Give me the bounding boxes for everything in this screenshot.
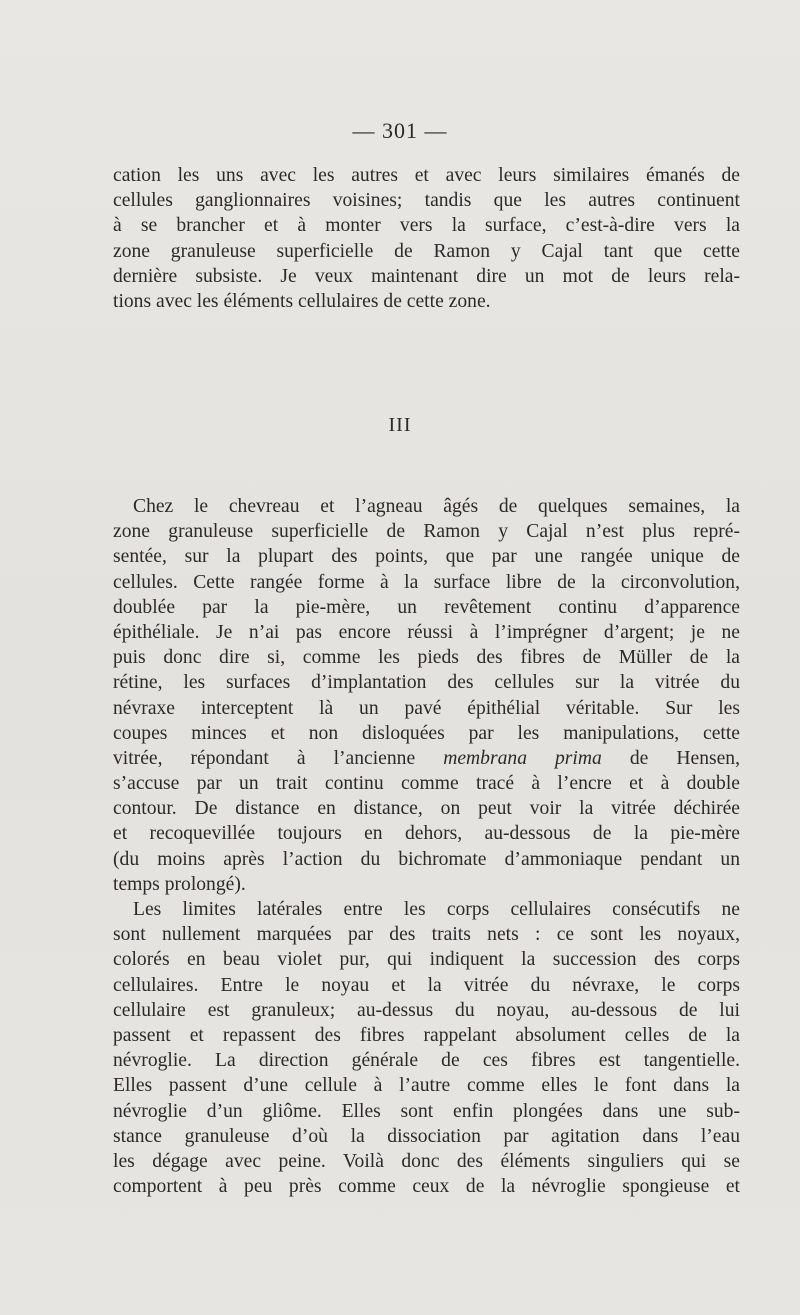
text-line: doublée par la pie-mère, un revêtement continu d’apparence bbox=[113, 596, 740, 618]
text-line-with-italic bbox=[113, 746, 740, 771]
section-heading: III bbox=[388, 414, 412, 436]
text-run: vitrée, répondant à l’ancienne bbox=[113, 747, 444, 769]
text-line: Elles passent d’une cellule à l’autre comme elles le font dans la bbox=[113, 1075, 740, 1097]
text-line: comportent à peu près comme ceux de la névroglie spongieuse et bbox=[113, 1176, 740, 1198]
text-line: rétine, les surfaces d’implantation des cellules sur la vitrée du bbox=[113, 672, 740, 694]
text-line: s’accuse par un trait continu comme tracé à l’encre et à double bbox=[113, 773, 740, 795]
text-line: puis donc dire si, comme les pieds des fibres de Müller de la bbox=[113, 647, 740, 669]
text-line: les dégage avec peine. Voilà donc des éléments singuliers qui se bbox=[113, 1150, 740, 1172]
text-line: zone granuleuse superficielle de Ramon y Cajal n’est plus repré- bbox=[113, 521, 740, 543]
text-line: Chez le chevreau et l’agneau âgés de quelques semaines, la bbox=[133, 496, 740, 517]
text-line: passent et repassent des fibres rappelant absolument celles de la bbox=[113, 1024, 740, 1046]
page-number: — 301 — bbox=[352, 118, 448, 143]
text-line: sont nullement marquées par des traits nets : ce sont les noyaux, bbox=[113, 924, 740, 946]
text-line: dernière subsiste. Je veux maintenant dire un mot de leurs rela- bbox=[113, 265, 740, 287]
paragraph-2 bbox=[113, 494, 740, 897]
paragraph-1 bbox=[113, 163, 740, 314]
text-line: névroglie. La direction générale de ces fibres est tangentielle. bbox=[113, 1050, 740, 1072]
text-line: cellules. Cette rangée forme à la surface libre de la circonvolution, bbox=[113, 571, 740, 593]
paragraph-3 bbox=[113, 897, 740, 1199]
text-line: sentée, sur la plupart des points, que par une rangée unique de bbox=[113, 546, 740, 568]
italic-term: membrana prima bbox=[443, 747, 602, 769]
text-line: et recoquevillée toujours en dehors, au-dessous de la pie-mère bbox=[113, 823, 740, 845]
text-line: épithéliale. Je n’ai pas encore réussi à l’imprégner d’argent; je ne bbox=[113, 621, 740, 643]
text-line: cellules ganglionnaires voisines; tandis que les autres continuent bbox=[113, 190, 740, 212]
text-line: coupes minces et non disloquées par les manipulations, cette bbox=[113, 722, 740, 744]
text-line: Les limites latérales entre les corps cellulaires consécutifs ne bbox=[133, 899, 740, 920]
text-line: à se brancher et à monter vers la surface, c’est-à-dire vers la bbox=[113, 215, 740, 237]
text-line: cellulaire est granuleux; au-dessus du noyau, au-dessous de lui bbox=[113, 999, 740, 1021]
text-line: contour. De distance en distance, on peut voir la vitrée déchirée bbox=[113, 798, 740, 820]
text-line: stance granuleuse d’où la dissociation par agitation dans l’eau bbox=[113, 1125, 740, 1147]
text-line: cellulaires. Entre le noyau et la vitrée du névraxe, le corps bbox=[113, 974, 740, 996]
text-line: (du moins après l’action du bichromate d’ammoniaque pendant un bbox=[113, 848, 740, 870]
text-run: de Hensen, bbox=[601, 747, 741, 769]
text-line: cation les uns avec les autres et avec leurs similaires émanés de bbox=[113, 165, 740, 186]
text-line: névraxe interceptent là un pavé épithélial véritable. Sur les bbox=[113, 697, 740, 719]
text-line: névroglie d’un gliôme. Elles sont enfin plongées dans une sub- bbox=[113, 1100, 740, 1122]
text-line: tions avec les éléments cellulaires de cette zone. bbox=[113, 290, 491, 312]
text-line: colorés en beau violet pur, qui indiquent la succession des corps bbox=[113, 949, 740, 971]
text-line: zone granuleuse superficielle de Ramon y Cajal tant que cette bbox=[113, 240, 740, 262]
text-line: temps prolongé). bbox=[113, 873, 246, 895]
